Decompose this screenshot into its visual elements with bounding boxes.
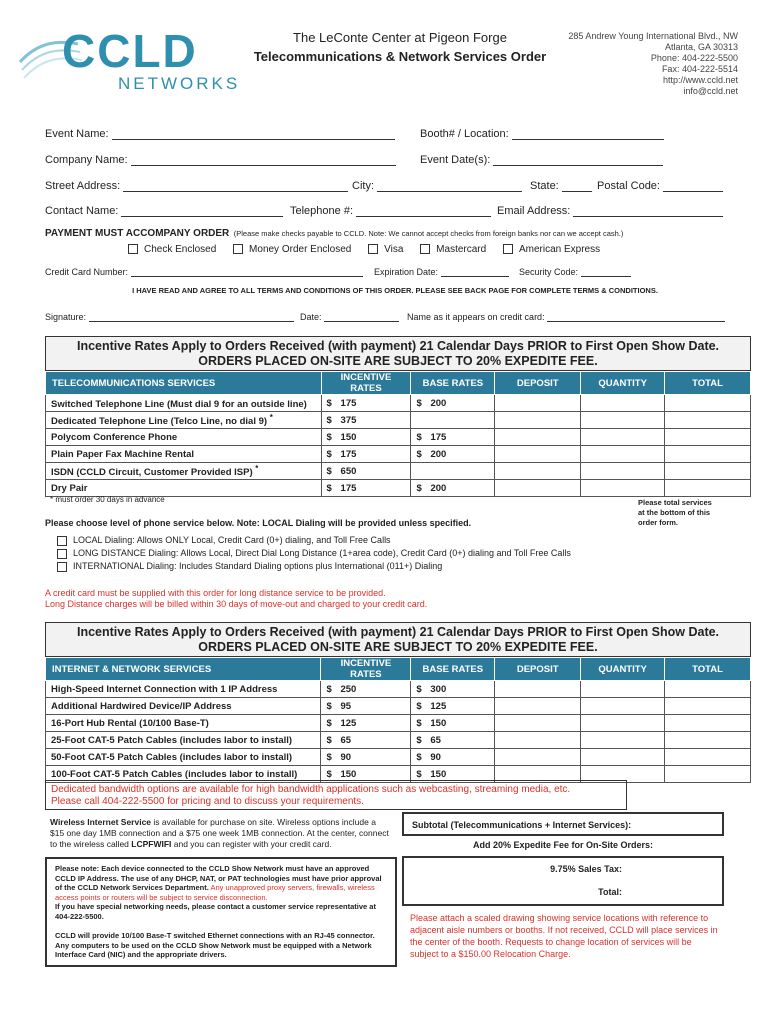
local-dialing-option[interactable]: LOCAL Dialing: Allows ONLY Local, Credit Card (0+) dialing, and Toll Free Calls (57, 534, 571, 547)
quantity-cell[interactable] (581, 732, 665, 749)
checkbox-icon[interactable] (57, 549, 67, 559)
incentive-col-header: INCENTIVE RATES (321, 372, 411, 395)
payment-heading: PAYMENT MUST ACCOMPANY ORDER (Please make checks payable to CCLD. Note: We cannot accept checks from foreign banks nor can we accept cash.) (45, 228, 624, 239)
total-cell[interactable] (665, 681, 751, 698)
signature-field[interactable]: Signature: (45, 312, 294, 322)
deposit-cell[interactable] (495, 681, 581, 698)
contact-name-field[interactable]: Contact Name: (45, 205, 283, 217)
cc-number-field[interactable]: Credit Card Number: (45, 267, 363, 277)
expedite-fee-label: Add 20% Expedite Fee for On-Site Orders: (472, 840, 654, 850)
total-note: Please total services at the bottom of this order form. (638, 498, 712, 527)
total-col-header: TOTAL (665, 658, 751, 681)
quantity-col-header: QUANTITY (581, 372, 665, 395)
terms-agreement: I HAVE READ AND AGREE TO ALL TERMS AND CONDITIONS OF THIS ORDER. PLEASE SEE BACK PAGE FOR COMPLETE TERMS & CONDITIONS. (132, 286, 658, 295)
quantity-cell[interactable] (581, 480, 665, 497)
logo-sub-text: NETWORKS (118, 74, 241, 93)
street-address-field[interactable]: Street Address: (45, 180, 348, 192)
deposit-cell[interactable] (495, 395, 581, 412)
event-title: The LeConte Center at Pigeon Forge (293, 30, 507, 45)
quantity-cell[interactable] (581, 463, 665, 480)
table-row: 25-Foot CAT-5 Patch Cables (includes labor to install) $ 65 $ 65 (46, 732, 751, 749)
base-col-header: BASE RATES (411, 658, 495, 681)
table-row: Plain Paper Fax Machine Rental $ 175 $ 200 (46, 446, 751, 463)
security-code-field[interactable]: Security Code: (519, 267, 631, 277)
deposit-col-header: DEPOSIT (495, 372, 581, 395)
table-row: Polycom Conference Phone $ 150 $ 175 (46, 429, 751, 446)
total-label: Total: (598, 887, 622, 897)
table-row: Additional Hardwired Device/IP Address $ 95 $ 125 (46, 698, 751, 715)
event-name-field[interactable]: Event Name: (45, 128, 395, 140)
name-on-card-field[interactable]: Name as it appears on credit card: (407, 312, 725, 322)
deposit-cell[interactable] (495, 463, 581, 480)
state-field[interactable]: State: (530, 180, 592, 192)
wireless-info: Wireless Internet Service is available for purchase on site. Wireless options include a $15 one day 1MB connection and a $75 one week 1MB connection. At the center, connect to the wireless called LCPFWIFI and you can register with your credit card. (50, 817, 389, 849)
total-cell[interactable] (665, 429, 751, 446)
expiration-field[interactable]: Expiration Date: (374, 267, 509, 277)
mastercard-option[interactable]: Mastercard (420, 244, 486, 255)
city-field[interactable]: City: (352, 180, 522, 192)
total-cell[interactable] (665, 698, 751, 715)
telecom-header-row (46, 372, 751, 395)
quantity-cell[interactable] (581, 681, 665, 698)
incentive-col-header: INCENTIVE RATES (321, 658, 411, 681)
drawing-note: Please attach a scaled drawing showing service locations with reference to adjacent aisle numbers or booths. If not received, CCLD will place services in the center of the booth. Requests to change location of services will be subject to a $150.00 Relocation Charge. (410, 913, 718, 959)
money-order-option[interactable]: Money Order Enclosed (233, 244, 351, 255)
quantity-cell[interactable] (581, 412, 665, 429)
deposit-cell[interactable] (495, 698, 581, 715)
long-distance-option[interactable]: LONG DISTANCE Dialing: Allows Local, Direct Dial Long Distance (1+area code), Credit Card (0+) dialing and Toll Free Calls (57, 547, 571, 560)
company-address: 285 Andrew Young International Blvd., NW Atlanta, GA 30313 Phone: 404-222-5500 Fax: 404-222-5514 http://www.ccld.net info@ccld.net (568, 31, 738, 96)
event-dates-field[interactable]: Event Date(s): (420, 154, 663, 166)
table-row: 50-Foot CAT-5 Patch Cables (includes labor to install) $ 90 $ 90 (46, 749, 751, 766)
tax-total-box[interactable] (402, 856, 724, 906)
total-cell[interactable] (665, 480, 751, 497)
bandwidth-note: Dedicated bandwidth options are available for high bandwidth applications such as webcasting, streaming media, etc. Please call 404-222-5500 for pricing and to discuss your requirements. (45, 780, 627, 810)
check-enclosed-option[interactable]: Check Enclosed (128, 244, 216, 255)
international-option[interactable]: INTERNATIONAL Dialing: Includes Standard Dialing options plus International (011+) Dialing (57, 560, 571, 573)
checkbox-icon[interactable] (368, 244, 378, 254)
table-row: ISDN (CCLD Circuit, Customer Provided ISP) * $ 650 (46, 463, 751, 480)
checkbox-icon[interactable] (503, 244, 513, 254)
payment-options (128, 244, 600, 255)
total-cell[interactable] (665, 395, 751, 412)
total-cell[interactable] (665, 463, 751, 480)
long-distance-warning: A credit card must be supplied with this order for long distance service to be provided. Long Distance charges will be billed within 30 days of move-out and charged to your credit card. (45, 588, 428, 609)
sales-tax-label: 9.75% Sales Tax: (550, 864, 622, 874)
subtotal-box[interactable]: Subtotal (Telecommunications + Internet Services): (402, 812, 724, 836)
network-note-box: Please note: Each device connected to the CCLD Show Network must have an approved CCLD IP Address. The use of any DHCP, NAT, or PAT technologies must have prior approval of the CCLD Network Services Department. Any unapproved proxy servers, firewalls, wireless access points or routers will be subject to service disconnection. If you have special networking needs, please contact a customer service representative at 404-222-5500. CCLD will provide 10/100 Base-T switched Ethernet connections with an RJ-45 connector. Any computers to be used on the CCLD Show Network must be equipped with a Network Interface Card (NIC) and the appropriate drivers. (45, 857, 397, 967)
booth-field[interactable]: Booth# / Location: (420, 128, 664, 140)
telecom-section-header: TELECOMMUNICATIONS SERVICES (46, 372, 322, 395)
incentive-banner-2: Incentive Rates Apply to Orders Received (with payment) 21 Calendar Days PRIOR to First Open Show Date. ORDERS PLACED ON-SITE ARE SUBJECT TO 20% EXPEDITE FEE. (45, 622, 751, 657)
quantity-cell[interactable] (581, 698, 665, 715)
level-heading: Please choose level of phone service below. Note: LOCAL Dialing will be provided unless specified. (45, 518, 472, 528)
checkbox-icon[interactable] (57, 562, 67, 572)
quantity-col-header: QUANTITY (581, 658, 665, 681)
table-row: Dedicated Telephone Line (Telco Line, no dial 9) * $ 375 (46, 412, 751, 429)
company-name-field[interactable]: Company Name: (45, 154, 396, 166)
total-cell[interactable] (665, 412, 751, 429)
logo-main-text: CCLD (62, 25, 198, 77)
incentive-banner: Incentive Rates Apply to Orders Received (with payment) 21 Calendar Days PRIOR to First Open Show Date. ORDERS PLACED ON-SITE ARE SUBJECT TO 20% EXPEDITE FEE. (45, 336, 751, 371)
internet-header-row (46, 658, 751, 681)
internet-section-header: INTERNET & NETWORK SERVICES (46, 658, 321, 681)
deposit-cell[interactable] (495, 446, 581, 463)
table-row: Dry Pair $ 175 $ 200 (46, 480, 751, 497)
table-row: 100-Foot CAT-5 Patch Cables (includes labor to install) $ 150 $ 150 (46, 766, 751, 783)
table-row: Switched Telephone Line (Must dial 9 for an outside line) $ 175 $ 200 (46, 395, 751, 412)
visa-option[interactable]: Visa (368, 244, 403, 255)
deposit-cell[interactable] (495, 732, 581, 749)
email-field[interactable]: Email Address: (497, 205, 723, 217)
checkbox-icon[interactable] (420, 244, 430, 254)
quantity-cell[interactable] (581, 749, 665, 766)
total-cell[interactable] (665, 715, 751, 732)
deposit-cell[interactable] (495, 480, 581, 497)
checkbox-icon[interactable] (128, 244, 138, 254)
total-cell[interactable] (665, 446, 751, 463)
quantity-cell[interactable] (581, 715, 665, 732)
deposit-cell[interactable] (495, 429, 581, 446)
base-col-header: BASE RATES (411, 372, 495, 395)
total-cell[interactable] (665, 766, 751, 783)
table-row: 16-Port Hub Rental (10/100 Base-T) $ 125 $ 150 (46, 715, 751, 732)
footnote: * must order 30 days in advance (50, 495, 165, 504)
quantity-cell[interactable] (581, 446, 665, 463)
quantity-cell[interactable] (581, 429, 665, 446)
table-row: High-Speed Internet Connection with 1 IP Address $ 250 $ 300 (46, 681, 751, 698)
deposit-col-header: DEPOSIT (495, 658, 581, 681)
amex-option[interactable]: American Express (503, 244, 600, 255)
deposit-cell[interactable] (495, 749, 581, 766)
form-title: Telecommunications & Network Services Order (253, 49, 547, 64)
total-col-header: TOTAL (665, 372, 751, 395)
telephone-field[interactable]: Telephone #: (290, 205, 491, 217)
dialing-levels (57, 534, 571, 573)
total-cell[interactable] (665, 749, 751, 766)
deposit-cell[interactable] (495, 715, 581, 732)
total-cell[interactable] (665, 732, 751, 749)
checkbox-icon[interactable] (233, 244, 243, 254)
quantity-cell[interactable] (581, 395, 665, 412)
date-field[interactable]: Date: (300, 312, 399, 322)
internet-table (45, 657, 751, 783)
deposit-cell[interactable] (495, 412, 581, 429)
ccld-logo (18, 22, 241, 102)
postal-code-field[interactable]: Postal Code: (597, 180, 723, 192)
checkbox-icon[interactable] (57, 536, 67, 546)
telecom-table (45, 371, 751, 497)
